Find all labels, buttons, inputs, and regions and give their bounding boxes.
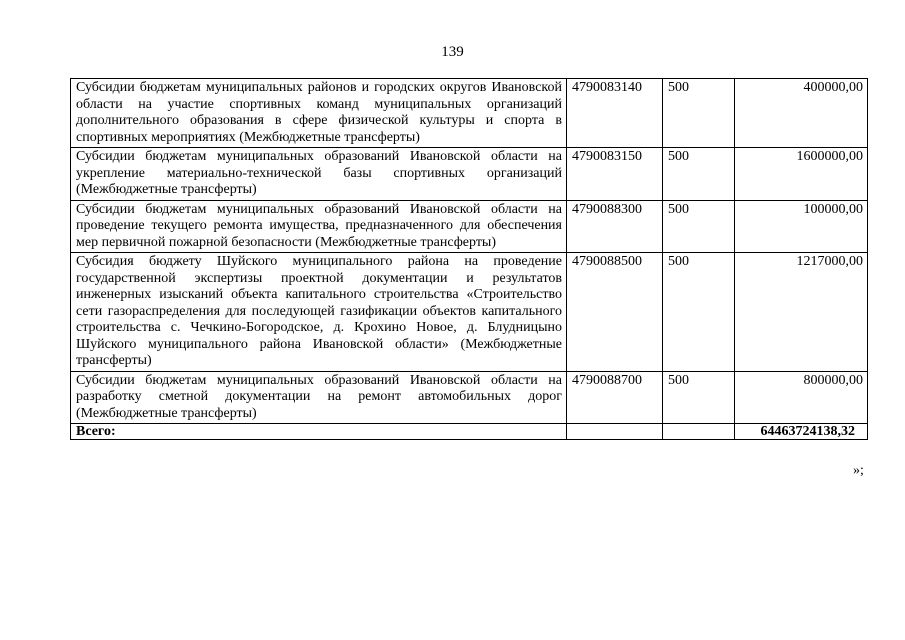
row-target-code: 4790088300 — [567, 200, 663, 253]
page-number: 139 — [441, 44, 464, 60]
row-description: Субсидии бюджетам муниципальных образований Ивановской области на укрепление материально-технической базы спортивных организаций (Межбюджетные трансферты) — [71, 148, 567, 201]
row-target-code: 4790088700 — [567, 371, 663, 424]
row-amount: 100000,00 — [735, 200, 868, 253]
row-expense-type: 500 — [663, 371, 735, 424]
row-amount: 400000,00 — [735, 79, 868, 148]
table-row — [71, 200, 868, 253]
total-amount: 64463724138,32 — [735, 424, 868, 440]
total-row — [71, 424, 868, 440]
budget-table — [70, 78, 868, 440]
table-row — [71, 79, 868, 148]
row-expense-type: 500 — [663, 200, 735, 253]
row-description: Субсидии бюджетам муниципальных образований Ивановской области на разработку сметной документации на ремонт автомобильных дорог (Межбюджетные трансферты) — [71, 371, 567, 424]
row-target-code: 4790083150 — [567, 148, 663, 201]
row-amount: 1217000,00 — [735, 253, 868, 372]
total-label: Всего: — [71, 424, 567, 440]
table-row — [71, 371, 868, 424]
row-target-code: 4790083140 — [567, 79, 663, 148]
row-expense-type: 500 — [663, 148, 735, 201]
row-expense-type: 500 — [663, 79, 735, 148]
row-amount: 800000,00 — [735, 371, 868, 424]
table-row — [71, 148, 868, 201]
table-row — [71, 253, 868, 372]
row-expense-type: 500 — [663, 253, 735, 372]
closing-quote-mark: »; — [853, 463, 864, 478]
total-empty-cell — [663, 424, 735, 440]
row-description: Субсидии бюджетам муниципальных районов и городских округов Ивановской области на участие спортивных команд муниципальных организаций дополнительного образования в сфере физической культуры и спорта в спортивных мероприятиях (Межбюджетные трансферты) — [71, 79, 567, 148]
total-empty-cell — [567, 424, 663, 440]
row-description: Субсидия бюджету Шуйского муниципального района на проведение государственной экспертизы проектной документации и результатов инженерных изысканий объекта капитального строительства «Строительство сети газораспределения для последующей газификации объектов капитального строительства с. Чечкино-Богородское, д. Крохино Новое, д. Блудницыно Шуйского муниципального района Ивановской области» (Межбюджетные трансферты) — [71, 253, 567, 372]
row-target-code: 4790088500 — [567, 253, 663, 372]
row-amount: 1600000,00 — [735, 148, 868, 201]
row-description: Субсидии бюджетам муниципальных образований Ивановской области на проведение текущего ремонта имущества, предназначенного для обеспечения мер первичной пожарной безопасности (Межбюджетные трансферты) — [71, 200, 567, 253]
